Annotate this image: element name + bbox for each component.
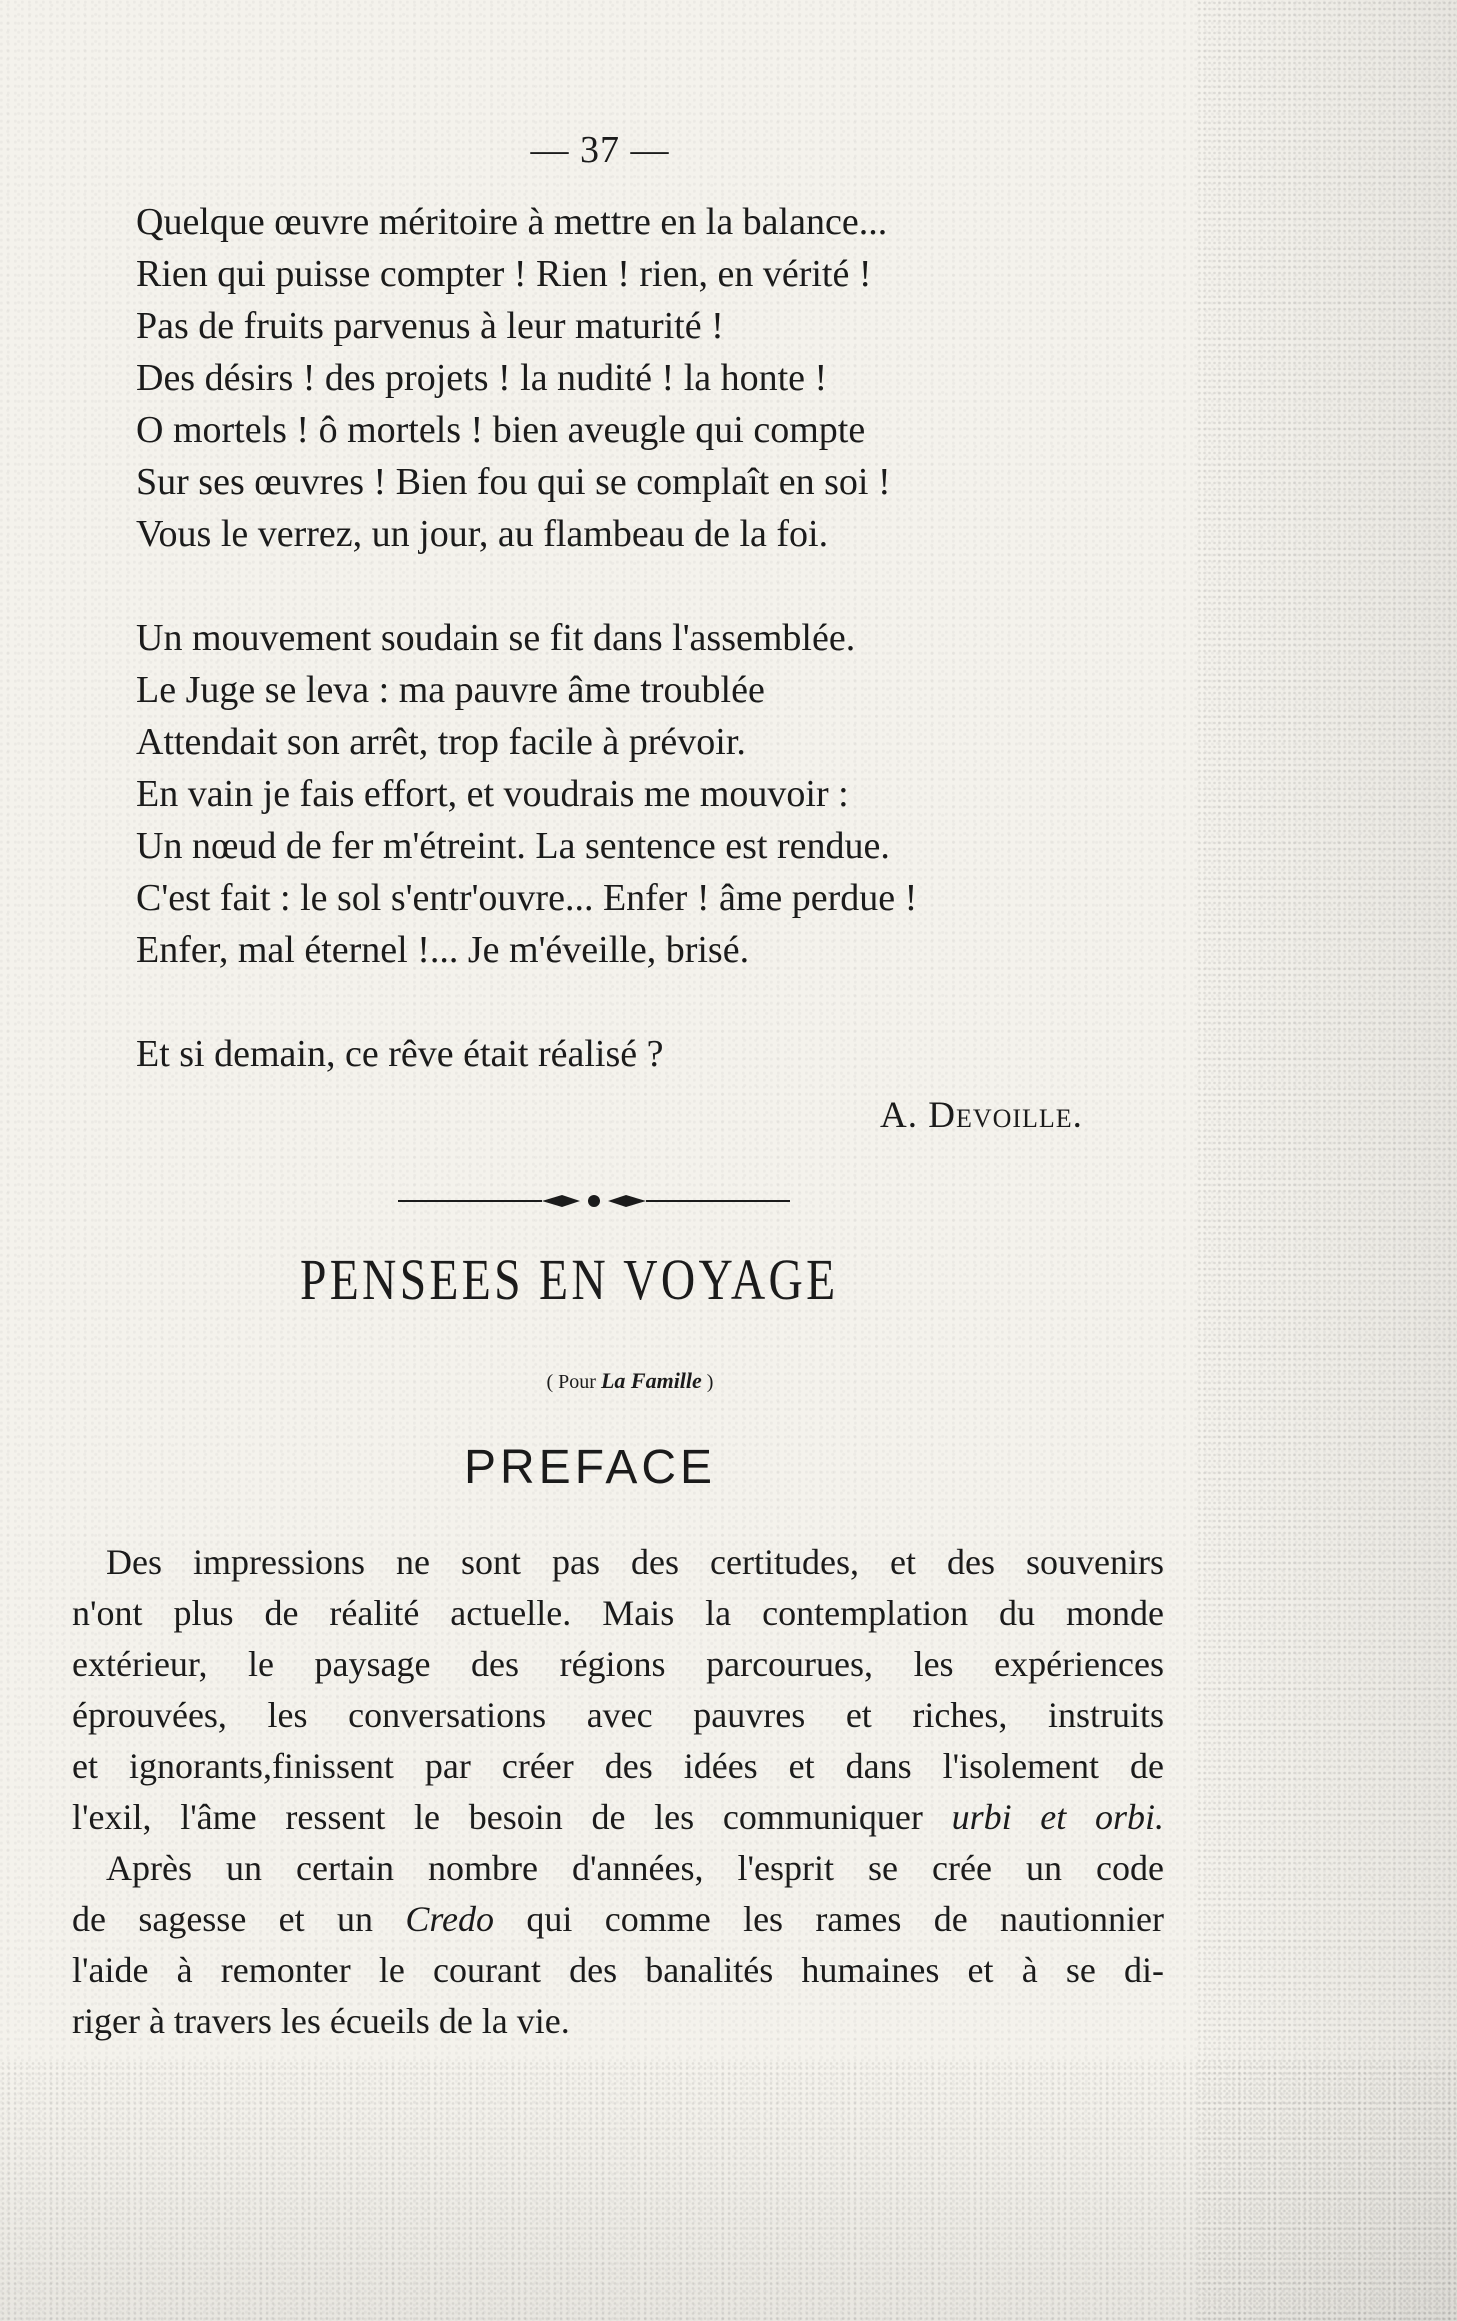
poem-verse: Des désirs ! des projets ! la nudité ! la honte !: [136, 357, 828, 399]
author-signature: A. Devoille.: [880, 1095, 1083, 1136]
poem-stanza-2: [136, 612, 1136, 976]
poem-verse: C'est fait : le sol s'entr'ouvre... Enfer ! âme perdue !: [136, 877, 918, 919]
prose-line: l'aide à remonter le courant des banalités humaines et à se di-: [72, 1950, 1164, 1990]
prose-text: de sagesse et un: [72, 1899, 373, 1939]
prose-line: et ignorants,finissent par créer des idées et dans l'isolement de: [72, 1746, 1164, 1786]
poem-verse: Un mouvement soudain se fit dans l'assemblée.: [136, 617, 856, 659]
poem-stanza-1: [136, 196, 1136, 560]
poem-verse: Sur ses œuvres ! Bien fou qui se complaît en soi !: [136, 461, 891, 503]
poem-verse: O mortels ! ô mortels ! bien aveugle qui compte: [136, 409, 866, 451]
poem-verse: Pas de fruits parvenus à leur maturité !: [136, 305, 724, 347]
poem-stanza-3: [136, 1028, 1136, 1080]
italic-phrase: urbi et orbi.: [951, 1797, 1165, 1837]
poem: [136, 196, 1136, 1080]
article-title: PENSEES EN VOYAGE: [300, 1247, 839, 1312]
poem-verse: Le Juge se leva : ma pauvre âme troublée: [136, 669, 765, 711]
poem-verse: Attendait son arrêt, trop facile à prévoir.: [136, 721, 746, 763]
section-heading: PREFACE: [464, 1441, 717, 1494]
subtitle-open: ( Pour: [546, 1371, 601, 1393]
prose-text: l'exil, l'âme ressent le besoin de les communiquer: [72, 1797, 923, 1837]
poem-verse: En vain je fais effort, et voudrais me mouvoir :: [136, 773, 849, 815]
prose-line: riger à travers les écueils de la vie.: [72, 2001, 570, 2041]
prose-line: Des impressions ne sont pas des certitudes, et des souvenirs: [106, 1542, 1164, 1582]
page-number: — 37 —: [530, 129, 670, 171]
poem-verse: Enfer, mal éternel !... Je m'éveille, brisé.: [136, 929, 750, 971]
prose-line: Après un certain nombre d'années, l'esprit se crée un code: [106, 1848, 1164, 1888]
prose-line: extérieur, le paysage des régions parcourues, les expériences: [72, 1644, 1164, 1684]
prose-line: n'ont plus de réalité actuelle. Mais la contemplation du monde: [72, 1593, 1164, 1633]
prose-text: qui comme les rames de nautionnier: [526, 1899, 1165, 1939]
poem-verse: Un nœud de fer m'étreint. La sentence est rendue.: [136, 825, 890, 867]
article-subtitle: [470, 1368, 790, 1394]
preface-text: [72, 1537, 1164, 2047]
poem-verse: Et si demain, ce rêve était réalisé ?: [136, 1033, 664, 1075]
poem-verse: Vous le verrez, un jour, au flambeau de la foi.: [136, 513, 829, 555]
italic-word: Credo: [405, 1899, 495, 1939]
prose-line-with-italic: [72, 1792, 1164, 1843]
subtitle-journal: La Famille: [600, 1368, 702, 1393]
prose-line: éprouvées, les conversations avec pauvres et riches, instruits: [72, 1695, 1164, 1735]
scan-noise-right: [1197, 0, 1457, 2321]
poem-verse: Rien qui puisse compter ! Rien ! rien, en vérité !: [136, 253, 872, 295]
ornament-divider: [396, 1186, 792, 1216]
subtitle-close: ): [701, 1371, 714, 1393]
prose-line-with-italic: [72, 1894, 1164, 1945]
poem-verse: Quelque œuvre méritoire à mettre en la balance...: [136, 201, 888, 243]
scan-noise-bottom: [0, 2061, 1457, 2321]
